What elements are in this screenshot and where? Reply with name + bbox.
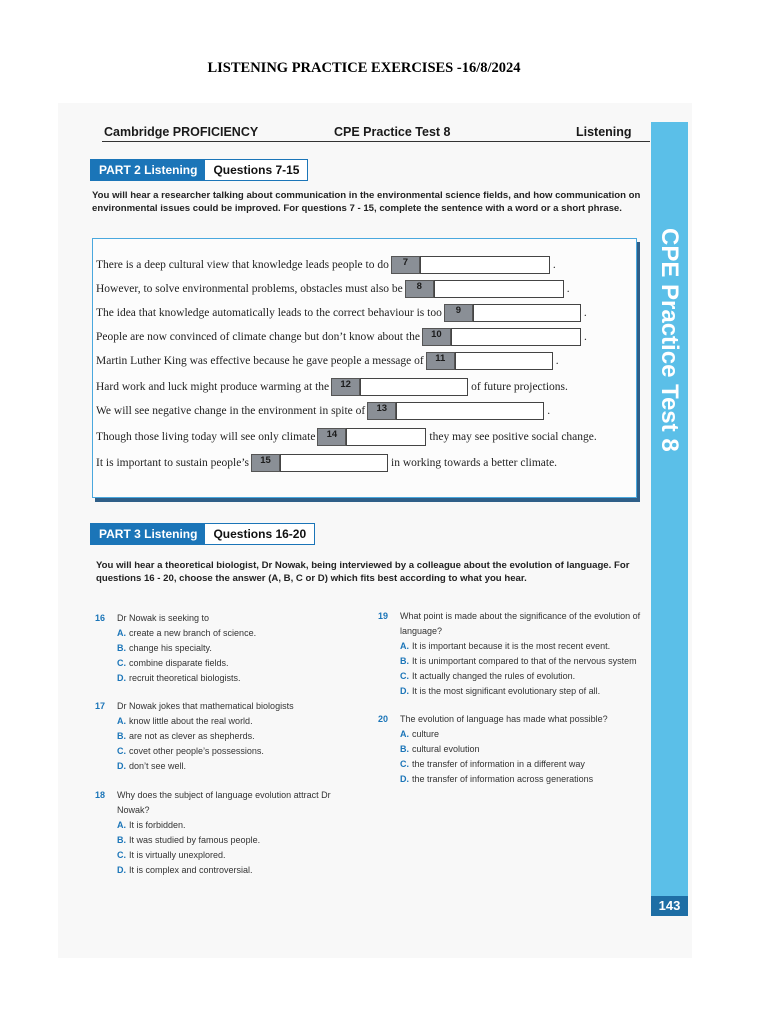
sentence-end: . [566,283,570,295]
option-b[interactable] [400,654,650,669]
part3-label [90,523,315,545]
header-book-title: Cambridge PROFICIENCY [104,125,259,139]
option-c[interactable] [117,848,347,863]
part3-questions: Questions 16-20 [205,524,314,544]
header-section: Listening [576,125,632,139]
sentence-14 [96,427,597,447]
option-d[interactable] [117,671,387,686]
option-text: recruit theoretical biologists. [129,673,241,683]
sentence-10 [96,327,587,347]
sentence-end: . [552,259,556,271]
question-stem: Dr Nowak is seeking to [117,613,210,623]
option-letter: B. [117,835,126,845]
option-letter: D. [400,686,409,696]
option-letter: A. [117,628,126,638]
option-text: know little about the real world. [129,716,253,726]
option-letter: A. [117,716,126,726]
option-text: It is unimportant compared to that of the nervous system [412,656,637,666]
option-letter: D. [117,761,126,771]
option-text: cultural evolution [412,744,480,754]
answer-field-10[interactable] [451,328,581,346]
option-letter: D. [117,673,126,683]
page-header [102,124,650,142]
option-text: It is the most significant evolutionary step of all. [412,686,601,696]
question-17 [95,699,387,774]
option-text: are not as clever as shepherds. [129,731,255,741]
sentence-end: they may see positive social change. [429,431,597,443]
sentence-text: Martin Luther King was effective because he gave people a message of [96,355,424,367]
sentence-text: There is a deep cultural view that knowledge leads people to do [96,259,389,271]
option-text: culture [412,729,440,739]
question-number: 12 [331,378,360,396]
question-number: 15 [251,454,280,472]
part2-questions: Questions 7-15 [205,160,307,180]
document-title: LISTENING PRACTICE EXERCISES -16/8/2024 [207,60,521,76]
option-a[interactable] [117,626,387,641]
question-number: 8 [405,280,434,298]
question-16 [95,611,387,686]
sentence-end: . [583,331,587,343]
question-stem: Why does the subject of language evolution attract Dr Nowak? [117,790,331,815]
answer-field-13[interactable] [396,402,544,420]
option-text: It is forbidden. [129,820,186,830]
option-text: It is complex and controversial. [129,865,253,875]
option-text: the transfer of information in a different way [412,759,585,769]
sidebar-title: CPE Practice Test 8 [656,228,683,452]
option-text: change his specialty. [129,643,212,653]
option-text: the transfer of information across generations [412,774,594,784]
answer-field-8[interactable] [434,280,564,298]
answer-field-7[interactable] [420,256,550,274]
option-letter: D. [400,774,409,784]
sentence-end: . [547,405,551,417]
option-letter: B. [117,731,126,741]
option-letter: A. [117,820,126,830]
sentence-end: in working towards a better climate. [391,457,558,469]
header-test-title: CPE Practice Test 8 [334,125,451,139]
option-b[interactable] [400,742,650,757]
option-letter: C. [117,658,126,668]
option-text: don’t see well. [129,761,187,771]
part2-instructions: You will hear a researcher talking about communication in the environmental science fields, and how communication on environmental issues could be improved. For questions 7 - 15, complete the sentence with a word or a short phrase. [92,190,641,214]
option-letter: A. [400,641,409,651]
option-text: covet other people’s possessions. [129,746,264,756]
part2-label [90,159,308,181]
option-a[interactable] [400,727,650,742]
option-b[interactable] [117,641,387,656]
part2-title: PART 2 Listening [91,160,205,180]
question-number: 20 [378,714,389,724]
sentence-text: People are now convinced of climate change but don’t know about the [96,331,420,343]
sentence-end: of future projections. [471,381,568,393]
answer-field-9[interactable] [473,304,581,322]
option-text: It was studied by famous people. [129,835,261,845]
sentence-text: It is important to sustain people’s [96,457,249,469]
question-19 [378,609,650,699]
question-number: 11 [426,352,455,370]
option-text: It is virtually unexplored. [129,850,226,860]
question-stem: The evolution of language has made what possible? [400,714,608,724]
option-letter: C. [400,759,409,769]
sentence-13 [96,401,550,421]
sentence-text: However, to solve environmental problems, obstacles must also be [96,283,403,295]
sentence-11 [96,351,559,371]
option-a[interactable] [117,818,347,833]
option-b[interactable] [117,729,387,744]
option-letter: B. [117,643,126,653]
option-letter: A. [400,729,409,739]
option-letter: C. [117,850,126,860]
option-letter: D. [117,865,126,875]
sentence-text: Hard work and luck might produce warming at the [96,381,330,393]
option-c[interactable] [400,757,650,772]
sentence-end: . [555,355,559,367]
option-text: create a new branch of science. [129,628,257,638]
sentence-end: . [583,307,587,319]
part3-instructions: You will hear a theoretical biologist, Dr Nowak, being interviewed by a colleague about the evolution of language. For questions 16 - 20, choose the answer (A, B, C or D) which fits best according to what you hear. [96,560,630,584]
option-d[interactable] [400,772,650,787]
question-number: 9 [444,304,473,322]
sentence-15 [96,453,557,473]
answer-field-12[interactable] [360,378,468,396]
page-number: 143 [651,896,688,916]
option-c[interactable] [117,656,387,671]
question-number: 13 [367,402,396,420]
question-number: 7 [391,256,420,274]
option-text: combine disparate fields. [129,658,229,668]
option-c[interactable] [117,744,387,759]
question-stem: Dr Nowak jokes that mathematical biologists [117,701,294,711]
option-d[interactable] [117,759,387,774]
option-d[interactable] [400,684,650,699]
option-a[interactable] [400,639,650,654]
answer-field-11[interactable] [455,352,553,370]
question-number: 19 [378,611,389,621]
option-letter: C. [400,671,409,681]
option-text: It actually changed the rules of evolution. [412,671,576,681]
answer-field-14[interactable] [346,428,426,446]
question-stem: What point is made about the significance of the evolution of language? [400,611,641,636]
option-letter: B. [400,744,409,754]
question-18 [95,788,347,878]
question-number: 10 [422,328,451,346]
option-text: It is important because it is the most recent event. [412,641,611,651]
option-d[interactable] [117,863,347,878]
sentence-12 [96,377,568,397]
option-c[interactable] [400,669,650,684]
question-number: 18 [95,790,106,800]
answer-field-15[interactable] [280,454,388,472]
sentence-7 [96,255,556,275]
question-number: 14 [317,428,346,446]
sentence-8 [96,279,570,299]
option-letter: C. [117,746,126,756]
option-letter: B. [400,656,409,666]
question-number: 16 [95,613,106,623]
option-b[interactable] [117,833,347,848]
sentence-9 [96,303,587,323]
part3-title: PART 3 Listening [91,524,205,544]
question-number: 17 [95,701,106,711]
sentence-text: We will see negative change in the environment in spite of [96,405,366,417]
sentence-text: The idea that knowledge automatically leads to the correct behaviour is too [96,307,442,319]
option-a[interactable] [117,714,387,729]
question-20 [378,712,650,787]
sentence-text: Though those living today will see only climate [96,431,316,443]
